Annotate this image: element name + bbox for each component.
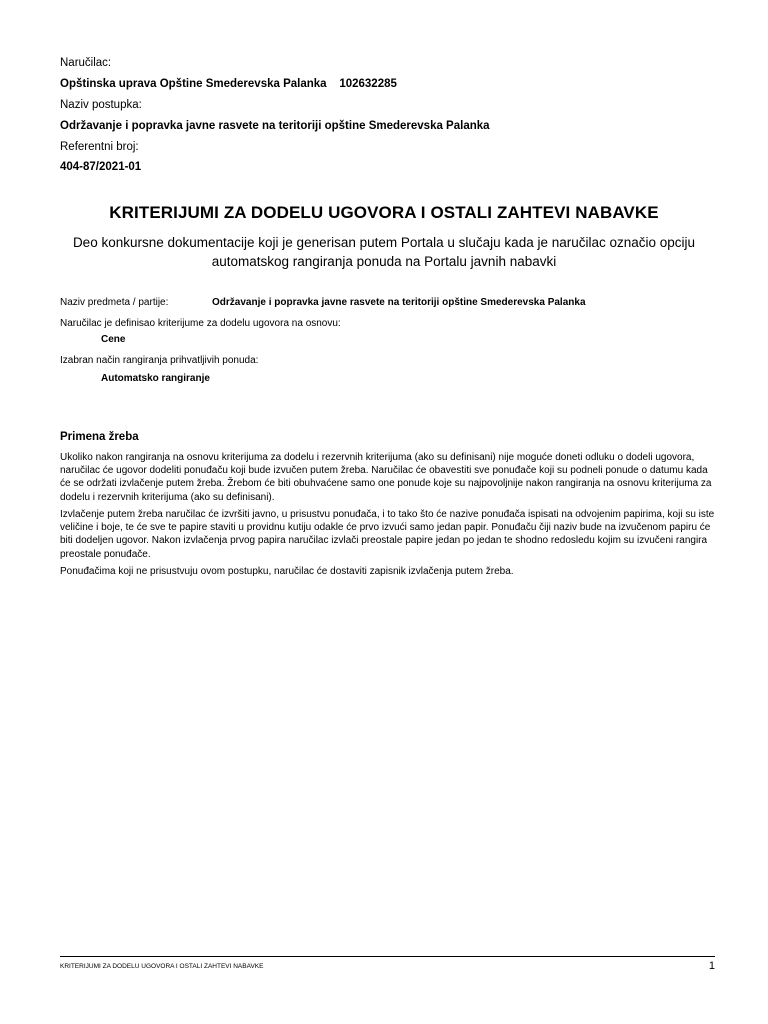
lottery-section-title: Primena žreba (60, 431, 139, 443)
page-number: 1 (708, 960, 715, 972)
reference-value: 404-87/2021-01 (60, 161, 142, 173)
procedure-label: Naziv postupka: (60, 99, 142, 111)
subject-value: Održavanje i popravka javne rasvete na teritoriji opštine Smederevska Palanka (212, 297, 586, 308)
footer-divider (60, 956, 715, 957)
document-subtitle: Deo konkursne dokumentacije koji je generisan putem Portala u slučaju kada je naručilac označio opciju automatskog rangiranja ponuda na Portalu javnih nabavki (72, 235, 696, 269)
procedure-value: Održavanje i popravka javne rasvete na teritoriji opštine Smederevska Palanka (60, 120, 490, 132)
criteria-label: Naručilac je definisao kriterijume za dodelu ugovora na osnovu: (60, 318, 341, 329)
ranking-label: Izabran način rangiranja prihvatljivih ponuda: (60, 355, 259, 366)
criteria-value: Cene (101, 334, 126, 345)
document-title: KRITERIJUMI ZA DODELU UGOVORA I OSTALI ZAHTEVI NABAVKE (109, 203, 659, 222)
reference-label: Referentni broj: (60, 141, 139, 153)
ranking-value: Automatsko rangiranje (101, 373, 210, 384)
contracting-authority-label: Naručilac: (60, 57, 112, 69)
subject-label: Naziv predmeta / partije: (60, 297, 169, 308)
footer-text: KRITERIJUMI ZA DODELU UGOVORA I OSTALI ZAHTEVI NABAVKE (60, 963, 264, 970)
lottery-paragraph-3: Ponuđačima koji ne prisustvuju ovom postupku, naručilac će dostaviti zapisnik izvlačenja putem žreba. (60, 566, 514, 577)
lottery-paragraph-2: Izvlačenje putem žreba naručilac će izvršiti javno, u prisustvu ponuđača, i to tako što će nazive ponuđača ispisati na odvojenim papirima, koji su iste veličine i boje, te će sve te papire staviti u providnu kutiju odakle će prvo izvući samo jedan papir. Ponuđaču čiji naziv bude na izvučenom papiru će biti dodeljen ugovor. Nakon izvlačenja prvog papira naručilac izvlači preostale papire jedan po jedan te shodno redosledu kojim su izvučeni rangira preostale ponuđače. (60, 509, 715, 560)
lottery-paragraph-1: Ukoliko nakon rangiranja na osnovu kriterijuma za dodelu i rezervnih kriterijuma (ako su definisani) nije moguće doneti odluku o dodeli ugovora, naručilac će ugovor dodeliti ponuđaču koji bude izvučen putem žreba. Naručilac će obavestiti sve ponuđače koji su podneli ponude o datumu kada će se održati izvlačenje putem žreba. Žrebom će biti obuhvaćene samo one ponude koje su najpovoljnije nakon rangiranja na osnovu kriterijuma za dodelu i rezervnih kriterijuma (ako su definisani). (60, 452, 712, 503)
contracting-authority-value: Opštinska uprava Opštine Smederevska Palanka 102632285 (60, 78, 397, 90)
